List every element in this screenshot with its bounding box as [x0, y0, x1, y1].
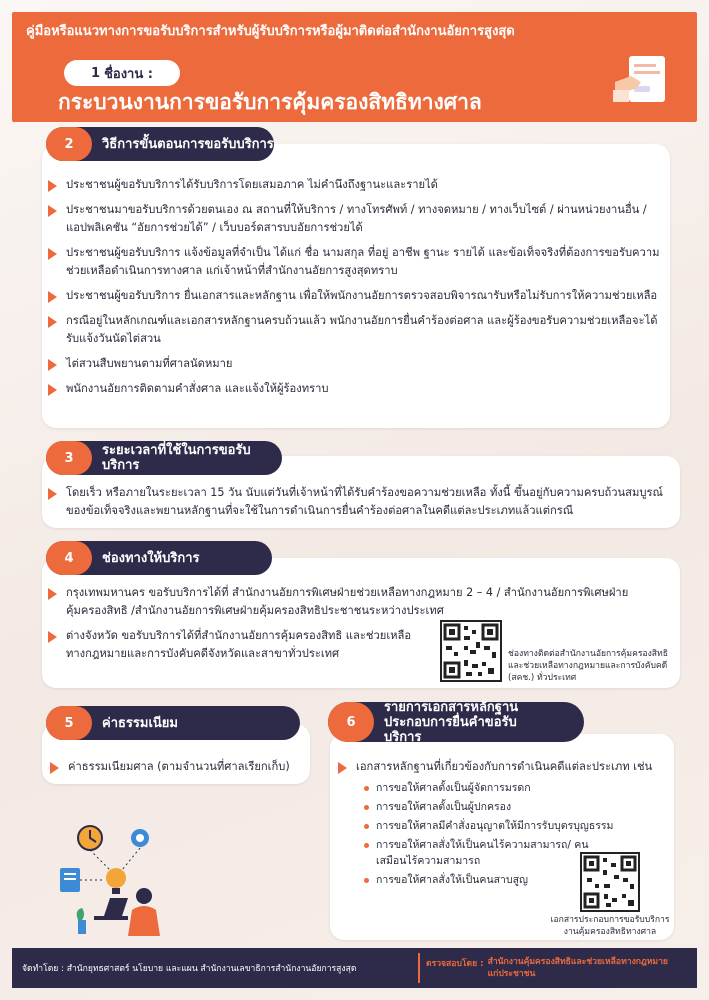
arrow-bullet-icon — [50, 762, 59, 774]
section-3-header — [46, 441, 282, 475]
section-4-header — [46, 541, 272, 575]
section-4-title: ช่องทางให้บริการ — [102, 550, 200, 566]
list-item: การขอให้ศาลสั่งให้เป็นคนไร้ความสามารถ/ คนเสมือนไร้ความสามารถ — [362, 837, 602, 869]
arrow-bullet-icon — [48, 588, 57, 600]
arrow-bullet-icon — [48, 205, 57, 217]
list-item: ไต่สวนสืบพยานตามที่ศาลนัดหมาย — [48, 355, 664, 373]
dot-bullet-icon — [364, 843, 369, 848]
task-number: 1 — [91, 65, 101, 81]
header-banner — [12, 12, 697, 122]
section-6-header — [328, 699, 584, 745]
list-item: การขอให้ศาลมีคำสั่งอนุญาตให้มีการรับบุตรบุญธรรม — [362, 818, 662, 834]
arrow-bullet-icon — [48, 384, 57, 396]
footer-bar — [12, 948, 697, 988]
arrow-bullet-icon — [48, 359, 57, 371]
list-item: การขอให้ศาลตั้งเป็นผู้ปกครอง — [362, 799, 662, 815]
section-5-number: 5 — [46, 706, 92, 740]
list-item: ประชาชนผู้ขอรับบริการ ยื่นเอกสารและหลักฐาน เพื่อให้พนักงานอัยการตรวจสอบพิจารณารับหรือไม่รับการให้ความช่วยเหลือ — [48, 287, 664, 305]
task-label: ชื่องาน : — [104, 66, 153, 82]
section-4-number: 4 — [46, 541, 92, 575]
list-item: ประชาชนผู้ขอรับบริการ แจ้งข้อมูลที่จำเป็น ได้แก่ ชื่อ นามสกุล ที่อยู่ อาชีพ ฐานะ รายได้ และข้อเท็จจริงที่ต้องการขอรับความช่วยเหลือดำเนินการทางศาล แก่เจ้าหน้าที่สำนักงานอัยการสูงสุดทราบ — [48, 244, 664, 280]
qr-code-icon — [580, 852, 640, 912]
section-6-qr-caption: เอกสารประกอบการขอรับบริการ งานคุ้มครองสิทธิทางศาล — [550, 915, 670, 937]
list-item: โดยเร็ว หรือภายในระยะเวลา 15 วัน นับแต่วันที่เจ้าหน้าที่ได้รับคำร้องขอความช่วยเหลือ ทั้งนี้ ขึ้นอยู่กับความครบถ้วนสมบูรณ์ของข้อเท็จจริงและพยานหลักฐานที่จะใช้ในการดำเนินการยื่นคำร้องต่อศาลในคดีแต่ละประเภทแล้วแต่กรณี — [48, 484, 674, 520]
header-subtitle: คู่มือหรือแนวทางการขอรับบริการสำหรับผู้รับบริการหรือผู้มาติดต่อสำนักงานอัยการสูงสุด — [26, 24, 515, 39]
arrow-bullet-icon — [338, 762, 347, 774]
section-6-title: รายการเอกสารหลักฐานประกอบการยื่นคำขอรับบริการ — [384, 699, 519, 745]
section-6-number: 6 — [328, 702, 374, 742]
list-item: ต่างจังหวัด ขอรับบริการได้ที่สำนักงานอัยการคุ้มครองสิทธิ และช่วยเหลือทางกฎหมายและการบังคับคดีจังหวัดและสาขาทั่วประเทศ — [48, 627, 418, 663]
document-hand-icon — [611, 52, 673, 114]
list-item: ประชาชนผู้ขอรับบริการได้รับบริการโดยเสมอภาค ไม่คำนึงถึงฐานะและรายได้ — [48, 176, 664, 194]
dot-bullet-icon — [364, 786, 369, 791]
section-5-title: ค่าธรรมเนียม — [102, 715, 178, 731]
arrow-bullet-icon — [48, 291, 57, 303]
section-5-list — [50, 758, 306, 783]
section-5-header — [46, 706, 300, 740]
dot-bullet-icon — [364, 878, 369, 883]
list-item: การขอให้ศาลสั่งให้เป็นคนสาบสูญ — [362, 872, 572, 888]
arrow-bullet-icon — [48, 488, 57, 500]
list-item: เอกสารหลักฐานที่เกี่ยวข้องกับการดำเนินคดีแต่ละประเภท เช่น — [338, 758, 672, 776]
arrow-bullet-icon — [48, 631, 57, 643]
dot-bullet-icon — [364, 805, 369, 810]
section-2-header — [46, 127, 274, 161]
qr-code-icon — [440, 620, 502, 682]
footer-reviewed-value: สำนักงานคุ้มครองสิทธิและช่วยเหลือทางกฎหมายแก่ประชาชน — [487, 957, 668, 979]
dot-bullet-icon — [364, 824, 369, 829]
section-3-title: ระยะเวลาที่ใช้ในการขอรับบริการ — [102, 443, 251, 473]
page-title: กระบวนงานการขอรับการคุ้มครองสิทธิทางศาล — [58, 90, 482, 114]
arrow-bullet-icon — [48, 316, 57, 328]
footer-prepared-by: จัดทำโดย : สำนักยุทธศาสตร์ นโยบาย และแผน สำนักงานเลขาธิการสำนักงานอัยการสูงสุด — [22, 964, 357, 974]
footer-reviewed-by — [426, 956, 678, 980]
section-2-list — [48, 176, 664, 405]
section-3-number: 3 — [46, 441, 92, 475]
section-2-title: วิธีการขั้นตอนการขอรับบริการ — [102, 136, 274, 152]
list-item: ค่าธรรมเนียมศาล (ตามจำนวนที่ศาลเรียกเก็บ) — [50, 758, 306, 776]
list-item: กรณีอยู่ในหลักเกณฑ์และเอกสารหลักฐานครบถ้วนแล้ว พนักงานอัยการยื่นคำร้องต่อศาล และผู้ร้องขอรับความช่วยเหลือจะได้รับแจ้งวันนัดไต่สวน — [48, 312, 664, 348]
section-2-number: 2 — [46, 127, 92, 161]
arrow-bullet-icon — [48, 248, 57, 260]
section-3-list — [48, 484, 674, 527]
person-working-illustration — [48, 818, 168, 936]
list-item: ประชาชนมาขอรับบริการด้วยตนเอง ณ สถานที่ให้บริการ / ทางโทรศัพท์ / ทางจดหมาย / ทางเว็บไซต์ / ผ่านหน่วยงานอื่น / แอปพลิเคชัน “อัยการช่วยได้” / เว็บบอร์ดสารบบอัยการช่วยได้ — [48, 201, 664, 237]
list-item: การขอให้ศาลตั้งเป็นผู้จัดการมรดก — [362, 780, 662, 796]
footer-divider — [418, 953, 420, 983]
list-item: กรุงเทพมหานคร ขอรับบริการได้ที่ สำนักงานอัยการพิเศษฝ่ายช่วยเหลือทางกฎหมาย 2 – 4 / สำนักงานอัยการพิเศษฝ่ายคุ้มครองสิทธิ /สำนักงานอัยการพิเศษฝ่ายคุ้มครองสิทธิประชาชนระหว่างประเทศ — [48, 584, 668, 620]
arrow-bullet-icon — [48, 180, 57, 192]
section-4-qr-caption: ช่องทางติดต่อสำนักงานอัยการคุ้มครองสิทธิ และช่วยเหลือทางกฎหมายและการบังคับคดี (สคช.) ทั่วประเทศ — [508, 649, 668, 683]
task-name-pill — [64, 60, 180, 86]
list-item: พนักงานอัยการติดตามคำสั่งศาล และแจ้งให้ผู้ร้องทราบ — [48, 380, 664, 398]
footer-reviewed-label: ตรวจสอบโดย : — [426, 959, 484, 969]
